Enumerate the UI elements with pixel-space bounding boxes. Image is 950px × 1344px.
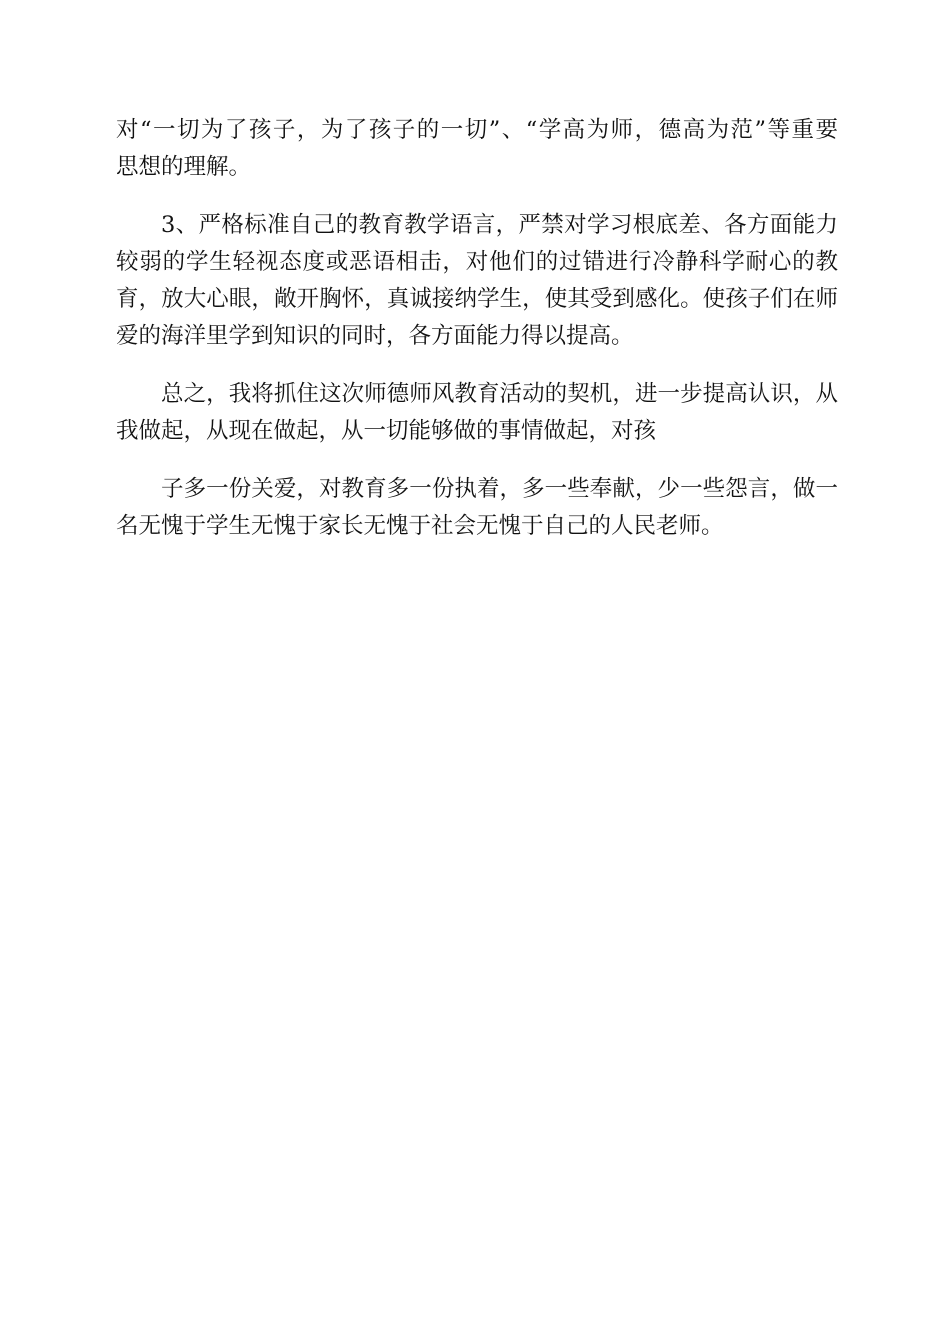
text-line: 名无愧于学生无愧于家长无愧于社会无愧于自己的人民老师。 (116, 513, 724, 539)
text-line: 爱的海洋里学到知识的同时，各方面能力得以提高。 (116, 323, 634, 349)
text-line: 我做起，从现在做起，从一切能够做的事情做起，对孩 (116, 418, 657, 444)
text-line: 较弱的学生轻视态度或恶语相击，对他们的过错进行冷静科学耐心的教 (116, 249, 838, 275)
paragraph-1 (116, 112, 838, 186)
paragraph-3 (116, 376, 838, 450)
document-body (116, 112, 838, 566)
text-line: 3、严格标准自己的教育教学语言，严禁对学习根底差、各方面能力 (161, 212, 838, 238)
text-line: 总之，我将抓住这次师德师风教育活动的契机，进一步提高认识，从 (161, 381, 838, 407)
paragraph-4 (116, 471, 838, 545)
text-line: 子多一份关爱，对教育多一份执着，多一些奉献，少一些怨言，做一 (161, 476, 838, 502)
text-line: 对“一切为了孩子，为了孩子的一切”、“学高为师，德高为范”等重要 (116, 117, 838, 143)
text-line: 思想的理解。 (116, 154, 252, 180)
text-line: 育，放大心眼，敞开胸怀，真诚接纳学生，使其受到感化。使孩子们在师 (116, 286, 838, 312)
paragraph-2 (116, 207, 838, 355)
